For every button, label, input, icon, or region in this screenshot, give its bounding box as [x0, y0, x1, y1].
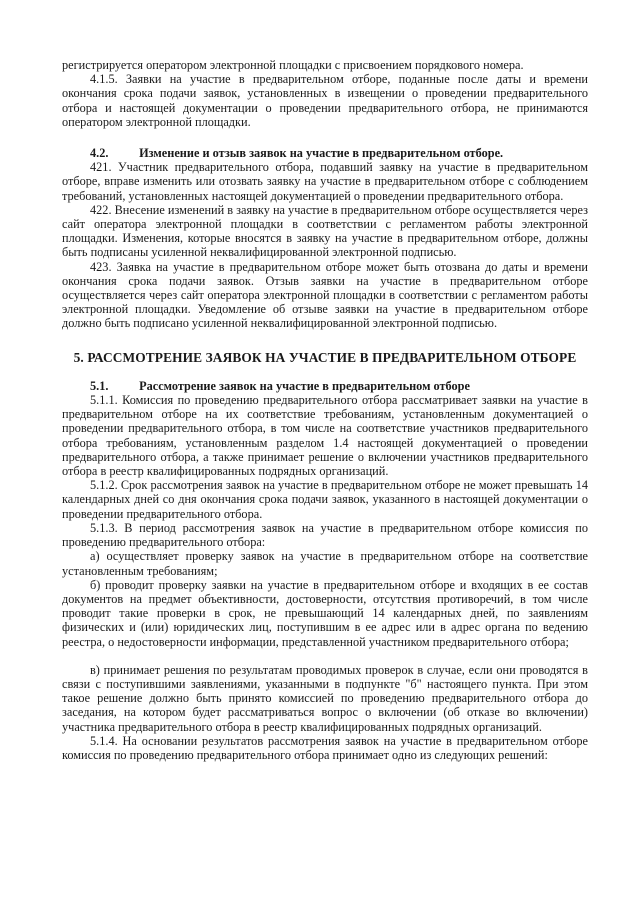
subheading-number: 5.1. — [90, 378, 109, 393]
paragraph-4-2-1: 421. Участник предварительного отбора, подавший заявку на участие в предварительном отборе, вправе изменить или отозвать заявку на участие в предварительном отборе с соблюдением требований, установленных настоящей документацией о проведении предварительного отбора. — [62, 160, 588, 203]
list-item-b: б) проводит проверку заявки на участие в предварительном отборе и входящих в ее состав документов на предмет объективности, достоверности, отсутствия противоречий, в том числе проводит такие проверки в срок, не превышающий 14 календарных дней, по заявлениям физических и (или) юридических лиц, поступившим в ее адрес или в адрес органа по ведению реестра, о недостоверности информации, представленной участником предварительного отбора; — [62, 577, 588, 649]
subheading-number: 4.2. — [90, 146, 109, 161]
list-item-a: а) осуществляет проверку заявок на участие в предварительном отборе на соответствие установленным требованиям; — [62, 549, 588, 578]
paragraph-5-1-1: 5.1.1. Комиссия по проведению предварительного отбора рассматривает заявки на участие в предварительном отборе на их соответствие требованиям, установленным документацией о проведении предварительного отбора, в том числе на соответствие участников предварительного отбора требованиям, установленным разделом 1.4 настоящей документацией о проведении предварительного отбора, а также принимает решение о включении участников предварительного отбора в реестр квалифицированных подрядных организаций. — [62, 393, 588, 479]
subheading-title: Рассмотрение заявок на участие в предварительном отборе — [139, 378, 470, 393]
paragraph-5-1-4: 5.1.4. На основании результатов рассмотрения заявок на участие в предварительном отборе комиссия по проведению предварительного отбора принимает одно из следующих решений: — [62, 733, 588, 762]
subheading-4-2 — [62, 146, 588, 160]
paragraph-4-2-3: 423. Заявка на участие в предварительном отборе может быть отозвана до даты и времени окончания срока подачи заявок. Отзыв заявки на участие в предварительном отборе осуществляется через сайт оператора электронной площадки в соответствии с регламентом работы электронной площадки. Уведомление об отзыве заявки на участие в предварительном отборе должно быть подписано усиленной неквалифицированной электронной подписью. — [62, 259, 588, 331]
list-item-v: в) принимает решения по результатам проводимых проверок в случае, если они проводятся в связи с поступившими заявлениями, указанными в подпункте "б" настоящего пункта. При этом такое решение должно быть принято комиссией по проведению предварительного отбора до заседания, на котором будет рассматриваться вопрос о включении (об отказе во включении) участника предварительного отбора в реестр квалифицированных подрядных организаций. — [62, 662, 588, 734]
paragraph-5-1-3: 5.1.3. В период рассмотрения заявок на участие в предварительном отборе комиссия по проведению предварительного отбора: — [62, 520, 588, 550]
paragraph-4-1-5: 4.1.5. Заявки на участие в предварительном отборе, поданные после даты и времени окончания срока подачи заявок, установленных в извещении о проведении предварительного отбора и настоящей документации о проведении предварительного отбора, не принимаются оператором электронной площадки. — [62, 72, 588, 129]
section-title-5: 5. РАССМОТРЕНИЕ ЗАЯВОК НА УЧАСТИЕ В ПРЕДВАРИТЕЛЬНОМ ОТБОРЕ — [73, 349, 577, 365]
paragraph-5-1-2: 5.1.2. Срок рассмотрения заявок на участие в предварительном отборе не может превышать 14 календарных дней со дня окончания срока подачи заявок, указанного в настоящей документации о проведении предварительного отбора. — [62, 478, 588, 521]
subheading-title: Изменение и отзыв заявок на участие в предварительном отборе. — [139, 146, 504, 161]
subheading-5-1 — [62, 379, 588, 393]
paragraph-continuation: регистрируется оператором электронной площадки с присвоением порядкового номера. — [62, 58, 524, 72]
paragraph-4-2-2: 422. Внесение изменений в заявку на участие в предварительном отборе осуществляется через сайт оператора электронной площадки в соответствии с регламентом работы электронной площадки. Изменения, которые вносятся в заявку на участие в предварительном отборе, должны быть подписаны усиленной неквалифицированной электронной подписью. — [62, 202, 588, 260]
